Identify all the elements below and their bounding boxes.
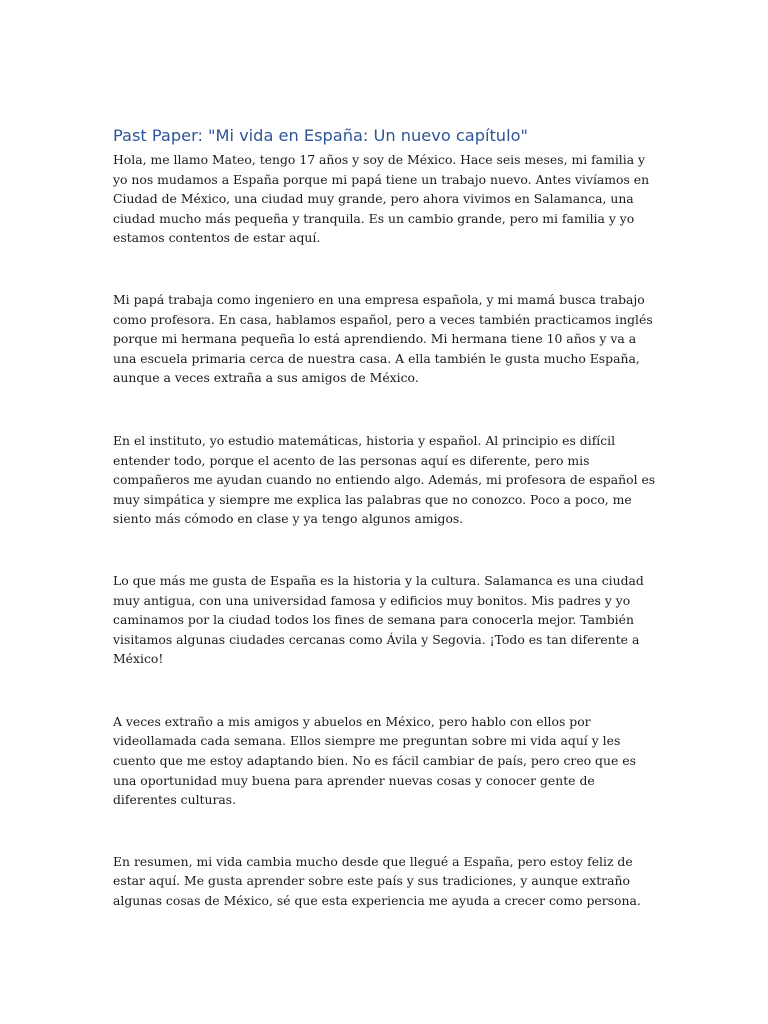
paragraph-conclusion: En resumen, mi vida cambia mucho desde que llegué a España, pero estoy feliz de estar aquí. Me gusta aprender sobre este país y sus tradiciones, y aunque extraño algunas cosas de México, sé que esta experiencia me ayuda a crecer como persona. <box>113 853 641 909</box>
paragraph-introduction: Hola, me llamo Mateo, tengo 17 años y soy de México. Hace seis meses, mi familia y yo nos mudamos a España porque mi papá tiene un trabajo nuevo. Antes vivíamos en Ciudad de México, una ciudad muy grande, pero ahora vivimos en Salamanca, una ciudad mucho más pequeña y tranquila. Es un cambio grande, pero mi familia y yo estamos contentos de estar aquí. <box>113 152 650 246</box>
paragraph-missing-home: A veces extraño a mis amigos y abuelos en México, pero hablo con ellos por videollamada cada semana. Ellos siempre me preguntan sobre mi vida aquí y les cuento que me estoy adaptando bien. No es fácil cambiar de país, pero creo que es una oportunidad muy buena para aprender nuevas cosas y conocer gente de diferentes culturas. <box>113 713 636 808</box>
document-body <box>113 125 658 911</box>
paragraph-family: Mi papá trabaja como ingeniero en una empresa española, y mi mamá busca trabajo como profesora. En casa, hablamos español, pero a veces también practicamos inglés porque mi hermana pequeña lo está aprendiendo. Mi hermana tiene 10 años y va a una escuela primaria cerca de nuestra casa. A ella también le gusta mucho España, aunque a veces extraña a sus amigos de México. <box>113 291 653 386</box>
paragraph-culture: Lo que más me gusta de España es la historia y la cultura. Salamanca es una ciudad muy antigua, con una universidad famosa y edificios muy bonitos. Mis padres y yo caminamos por la ciudad todos los fines de semana para conocerla mejor. También visitamos algunas ciudades cercanas como Ávila y Segovia. ¡Todo es tan diferente a México! <box>113 572 644 667</box>
paragraph-school: En el instituto, yo estudio matemáticas, historia y español. Al principio es difícil entender todo, porque el acento de las personas aquí es diferente, pero mis compañeros me ayudan cuando no entiendo algo. Además, mi profesora de español es muy simpática y siempre me explica las palabras que no conozco. Poco a poco, me siento más cómodo en clase y ya tengo algunos amigos. <box>113 432 656 527</box>
document-title: Past Paper: "Mi vida en España: Un nuevo capítulo" <box>113 126 528 145</box>
